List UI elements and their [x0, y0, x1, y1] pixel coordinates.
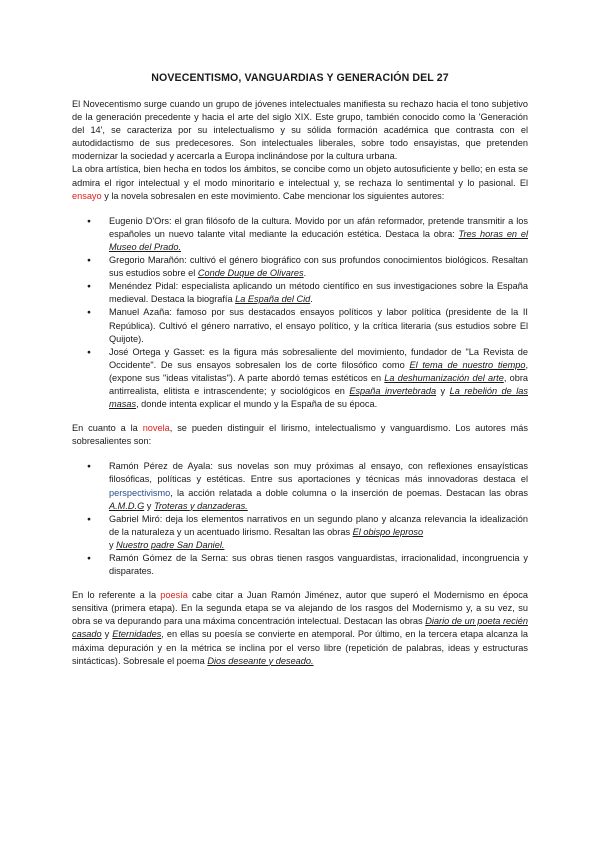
- list-item-gomez: ● Ramón Gómez de la Serna: sus obras tienen rasgos vanguardistas, irracionalidad, incongruencia y disparates.: [109, 552, 528, 578]
- work-title: La España del Cid: [235, 294, 311, 305]
- list-item-pidal: ● Menéndez Pidal: especialista aplicando un método científico en sus investigaciones sobre la España medieval. Destaca la biografía La España del Cid.: [109, 280, 528, 306]
- work-title: Dios deseante y deseado.: [207, 655, 314, 666]
- list-item-azana: ● Manuel Azaña: famoso por sus destacados ensayos políticos y labor política (presidente de la II República). Cultivó el género narrativo, el ensayo político, y la crítica literaria (sus estudios sobre El Quijote).: [109, 306, 528, 345]
- work-title: Troteras y danzaderas.: [153, 500, 248, 511]
- poetry-paragraph: En lo referente a la poesía cabe citar a Juan Ramón Jiménez, autor que superó el Modernismo en época sensitiva (primera etapa). En la segunda etapa se va alejando de los rasgos del Modernismo y, a su vez, su obra se va depurando para una máxima concentración intelectual. Destacan las obras Diario de un poeta recién casado y Eternidades, en ellas su poesía se convierte en atemporal. Por último, en la tercera etapa alcanza la máxima depuración y en la métrica se inclina por el verso libre (repetición de palabras, ideas y estructuras sintácticas). Sobresale el poema Dios deseante y deseado.: [72, 590, 529, 666]
- novelist-list: [72, 460, 528, 578]
- work-title: La rebelión de las masas: [109, 385, 529, 410]
- list-item-maranon: ● Gregorio Marañón: cultivó el género biográfico con sus profundos conocimientos biológicos. Resaltan sus estudios sobre el Conde Duque de Olivares.: [109, 254, 528, 280]
- list-item-ayala: ● Ramón Pérez de Ayala: sus novelas son muy próximas al ensayo, con reflexiones ensayísticas filosóficas, políticas y estéticas. Entre sus aportaciones y técnicas más innovadoras destaca el perspectivismo, la acción relatada a doble columna o la inserción de poemas. Destacan las obras A.M.D.G y Troteras y danzaderas.: [109, 460, 528, 512]
- essayist-list: [72, 215, 528, 411]
- highlight-ensayo: ensayo: [72, 190, 102, 201]
- work-title: España invertebrada: [349, 385, 437, 396]
- list-item-miro: ● Gabriel Miró: deja los elementos narrativos en un segundo plano y alcanza relevancia la idealización de la naturaleza y un acentuado lirismo. Resaltan las obras El obispo leproso y Nuestro padre San Daniel.: [109, 513, 528, 552]
- work-title: Conde Duque de Olivares: [197, 268, 304, 279]
- work-title: Eternidades: [112, 629, 162, 640]
- work-title: El tema de nuestro tiempo: [409, 359, 526, 370]
- work-title: La deshumanización del arte: [384, 372, 504, 383]
- work-title: Nuestro padre San Daniel.: [116, 539, 225, 550]
- document-body: [72, 98, 528, 668]
- work-title: A.M.D.G: [109, 500, 145, 511]
- list-item-dors: ● Eugenio D'Ors: el gran filósofo de la cultura. Movido por un afán reformador, pretende transmitir a los españoles un nuevo talante vital mediante la educación estética. Destaca la obra: Tres horas en el Museo del Prado.: [109, 215, 528, 254]
- page-title: NOVECENTISMO, VANGUARDIAS Y GENERACIÓN DEL 27: [151, 72, 449, 84]
- work-title: Tres horas en el Museo del Prado.: [109, 228, 528, 252]
- novel-paragraph: En cuanto a la novela, se pueden distinguir el lirismo, intelectualismo y vanguardismo. Los autores más sobresalientes son:: [72, 423, 528, 447]
- intro-paragraph-1: El Novecentismo surge cuando un grupo de jóvenes intelectuales manifiesta su rechazo hacia el tono subjetivo de la generación precedente y hacia el arte del siglo XIX. Este grupo, también conocido como la 'Generación del 14', se caracteriza por su intelectualismo y su sólida formación académica que contrasta con el autodidactismo de sus predecesores. Son intelectuales liberales, sobre todo ensayistas, que pretenden modernizar la sociedad y acercarla a Europa inclinándose por la cultura urbana.: [72, 99, 528, 162]
- list-item-ortega: ● José Ortega y Gasset: es la figura más sobresaliente del movimiento, fundador de "La Revista de Occidente". De sus ensayos sobresalen los de corte filosófico como El tema de nuestro tiempo, (expone sus "ideas vitalistas"). A parte abordó temas estéticos en La deshumanización del arte, obra antirrealista, elitista e intrascendente; y sociológicos en España invertebrada y La rebelión de las masas, donde intenta explicar el mundo y la España de su época.: [109, 346, 528, 411]
- highlight-poesia: poesía: [160, 590, 188, 601]
- highlight-perspectivismo: perspectivismo: [109, 487, 171, 498]
- work-title: Diario de un poeta recién casado: [72, 616, 528, 640]
- intro-paragraph-2: La obra artística, bien hecha en todos los ámbitos, se concibe como un objeto autosuficiente y bello; en esta se admira el rigor intelectual y el modo minoritario e intelectual y, se rechaza lo sentimental y lo pasional. El ensayo y la novela sobresalen en este movimiento. Cabe mencionar los siguientes autores:: [72, 164, 528, 201]
- work-title: El obispo leproso: [352, 526, 424, 537]
- highlight-novela: novela: [142, 423, 170, 434]
